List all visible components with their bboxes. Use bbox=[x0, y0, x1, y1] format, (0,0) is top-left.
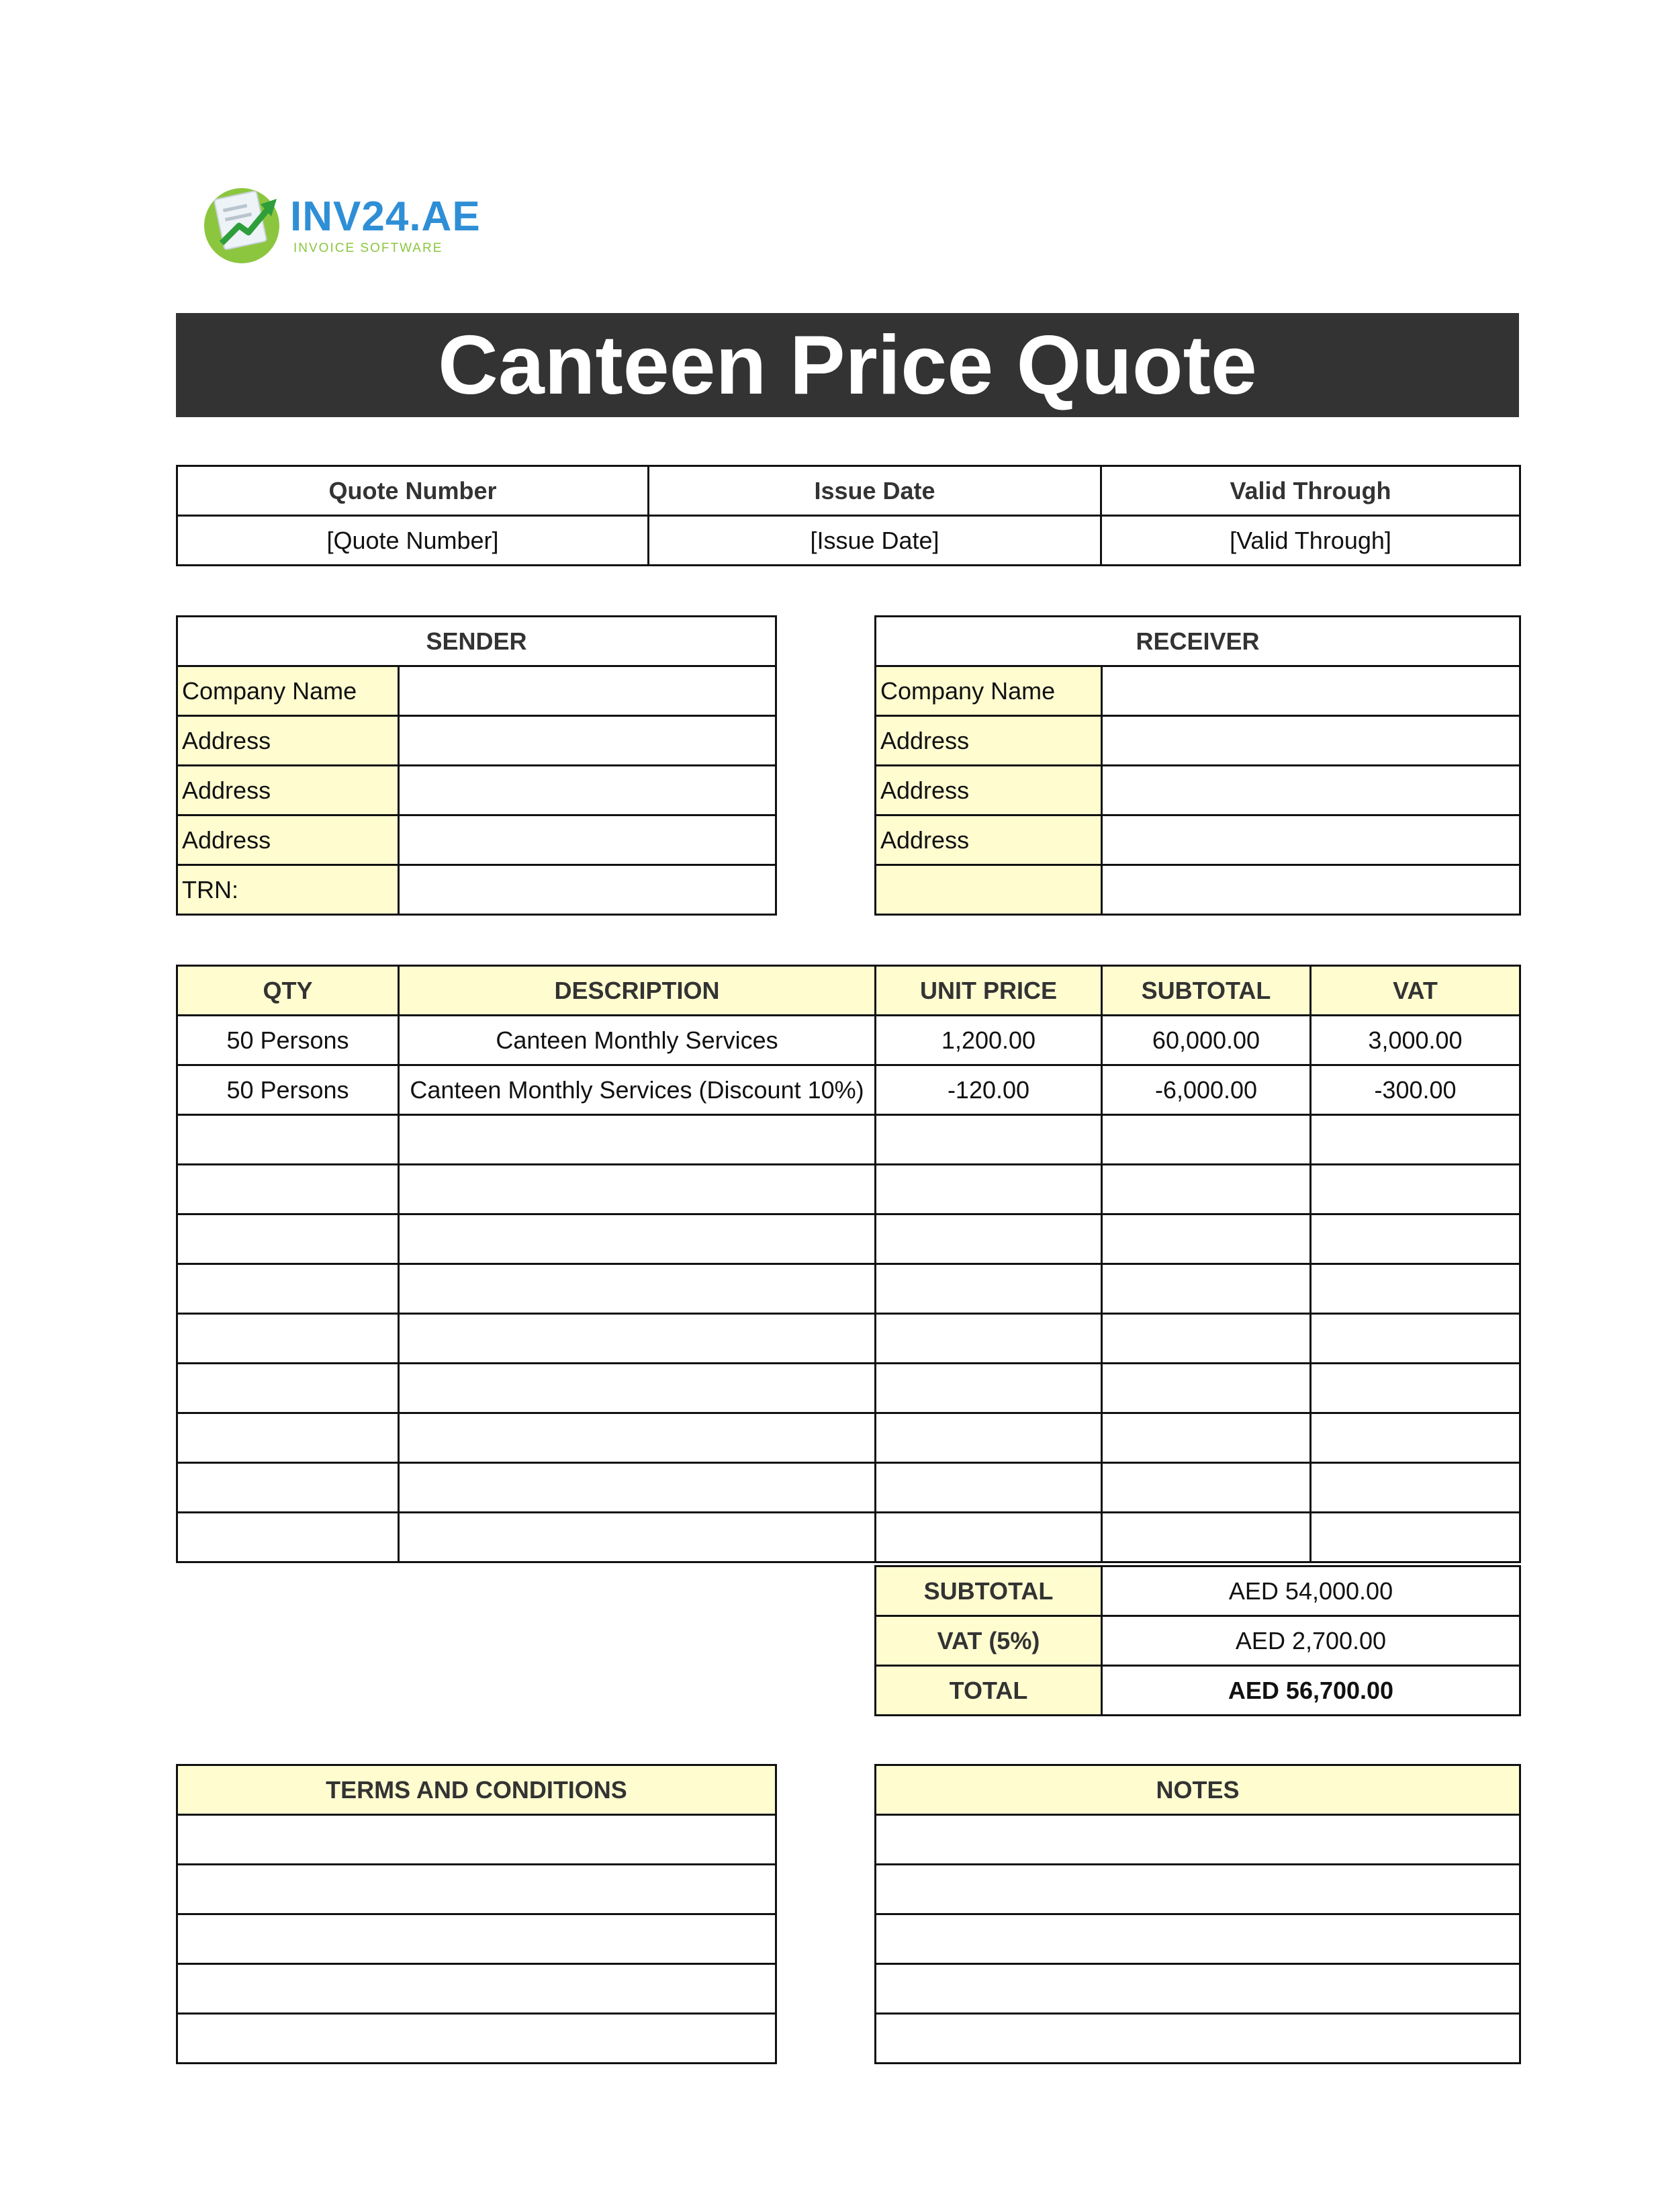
subtotal-cell[interactable]: -6,000.00 bbox=[1102, 1065, 1311, 1115]
subtotal-cell[interactable] bbox=[1102, 1115, 1311, 1165]
description-cell[interactable] bbox=[399, 1364, 876, 1413]
receiver-value[interactable] bbox=[1102, 766, 1520, 815]
sender-label: Address bbox=[177, 815, 399, 865]
receiver-value[interactable] bbox=[1102, 865, 1520, 915]
page-title: Canteen Price Quote bbox=[176, 313, 1519, 417]
vat-cell[interactable]: 3,000.00 bbox=[1311, 1016, 1520, 1065]
notes-line[interactable] bbox=[876, 1964, 1520, 2014]
vat-cell[interactable] bbox=[1311, 1463, 1520, 1513]
terms-title: TERMS AND CONDITIONS bbox=[177, 1765, 776, 1815]
terms-line[interactable] bbox=[177, 1964, 776, 2014]
receiver-label: Address bbox=[876, 815, 1102, 865]
unit-price-cell[interactable]: 1,200.00 bbox=[876, 1016, 1102, 1065]
receiver-label: Address bbox=[876, 716, 1102, 766]
table-row bbox=[177, 1264, 1520, 1314]
qty-cell[interactable] bbox=[177, 1463, 399, 1513]
sender-value[interactable] bbox=[399, 815, 776, 865]
notes-line[interactable] bbox=[876, 2014, 1520, 2064]
qty-header: QTY bbox=[177, 966, 399, 1016]
description-header: DESCRIPTION bbox=[399, 966, 876, 1016]
notes-title: NOTES bbox=[876, 1765, 1520, 1815]
table-row bbox=[177, 1314, 1520, 1364]
description-cell[interactable] bbox=[399, 1214, 876, 1264]
subtotal-cell[interactable] bbox=[1102, 1214, 1311, 1264]
subtotal-cell[interactable] bbox=[1102, 1364, 1311, 1413]
quote-info-table bbox=[176, 465, 1521, 566]
subtotal-cell[interactable]: 60,000.00 bbox=[1102, 1016, 1311, 1065]
qty-cell[interactable] bbox=[177, 1364, 399, 1413]
table-row bbox=[177, 1214, 1520, 1264]
qty-cell[interactable] bbox=[177, 1314, 399, 1364]
vat-value: AED 2,700.00 bbox=[1102, 1616, 1520, 1666]
total-label: TOTAL bbox=[876, 1666, 1102, 1716]
sender-value[interactable] bbox=[399, 716, 776, 766]
receiver-label: Company Name bbox=[876, 666, 1102, 716]
vat-cell[interactable] bbox=[1311, 1115, 1520, 1165]
items-table bbox=[176, 965, 1521, 1563]
receiver-table bbox=[874, 615, 1521, 916]
table-row bbox=[177, 1065, 1520, 1115]
sender-label: Company Name bbox=[177, 666, 399, 716]
sender-value[interactable] bbox=[399, 666, 776, 716]
qty-cell[interactable]: 50 Persons bbox=[177, 1016, 399, 1065]
qty-cell[interactable] bbox=[177, 1165, 399, 1214]
qty-cell[interactable]: 50 Persons bbox=[177, 1065, 399, 1115]
table-row bbox=[177, 1413, 1520, 1463]
subtotal-cell[interactable] bbox=[1102, 1165, 1311, 1214]
valid-through-value[interactable]: [Valid Through] bbox=[1101, 516, 1520, 566]
terms-line[interactable] bbox=[177, 1815, 776, 1865]
vat-cell[interactable] bbox=[1311, 1314, 1520, 1364]
table-row bbox=[177, 1016, 1520, 1065]
table-row bbox=[177, 1463, 1520, 1513]
quote-number-header: Quote Number bbox=[177, 466, 649, 516]
description-cell[interactable] bbox=[399, 1264, 876, 1314]
subtotal-header: SUBTOTAL bbox=[1102, 966, 1311, 1016]
subtotal-value: AED 54,000.00 bbox=[1102, 1566, 1520, 1616]
receiver-value[interactable] bbox=[1102, 815, 1520, 865]
vat-cell[interactable] bbox=[1311, 1264, 1520, 1314]
vat-label: VAT (5%) bbox=[876, 1616, 1102, 1666]
qty-cell[interactable] bbox=[177, 1214, 399, 1264]
vat-cell[interactable] bbox=[1311, 1513, 1520, 1562]
description-cell[interactable]: Canteen Monthly Services bbox=[399, 1016, 876, 1065]
issue-date-header: Issue Date bbox=[649, 466, 1101, 516]
logo-tagline: INVOICE SOFTWARE bbox=[293, 241, 443, 255]
unit-price-cell[interactable] bbox=[876, 1364, 1102, 1413]
logo-graphic-icon bbox=[201, 179, 289, 266]
vat-cell[interactable] bbox=[1311, 1165, 1520, 1214]
unit-price-cell[interactable] bbox=[876, 1314, 1102, 1364]
subtotal-cell[interactable] bbox=[1102, 1513, 1311, 1562]
receiver-value[interactable] bbox=[1102, 666, 1520, 716]
sender-value[interactable] bbox=[399, 766, 776, 815]
sender-table bbox=[176, 615, 777, 916]
vat-cell[interactable] bbox=[1311, 1364, 1520, 1413]
table-row bbox=[177, 1165, 1520, 1214]
sender-label: Address bbox=[177, 716, 399, 766]
vat-cell[interactable] bbox=[1311, 1214, 1520, 1264]
description-cell[interactable] bbox=[399, 1115, 876, 1165]
receiver-label: Address bbox=[876, 766, 1102, 815]
description-cell[interactable] bbox=[399, 1165, 876, 1214]
unit-price-cell[interactable] bbox=[876, 1513, 1102, 1562]
receiver-title: RECEIVER bbox=[876, 617, 1520, 666]
unit-price-cell[interactable] bbox=[876, 1214, 1102, 1264]
description-cell[interactable]: Canteen Monthly Services (Discount 10%) bbox=[399, 1065, 876, 1115]
subtotal-cell[interactable] bbox=[1102, 1264, 1311, 1314]
notes-line[interactable] bbox=[876, 1815, 1520, 1865]
subtotal-cell[interactable] bbox=[1102, 1463, 1311, 1513]
terms-line[interactable] bbox=[177, 1914, 776, 1964]
subtotal-cell[interactable] bbox=[1102, 1314, 1311, 1364]
description-cell[interactable] bbox=[399, 1513, 876, 1562]
notes-line[interactable] bbox=[876, 1865, 1520, 1914]
description-cell[interactable] bbox=[399, 1413, 876, 1463]
logo-name: INV24.AE bbox=[290, 193, 481, 240]
qty-cell[interactable] bbox=[177, 1264, 399, 1314]
description-cell[interactable] bbox=[399, 1463, 876, 1513]
sender-label: Address bbox=[177, 766, 399, 815]
vat-header: VAT bbox=[1311, 966, 1520, 1016]
qty-cell[interactable] bbox=[177, 1413, 399, 1463]
company-logo bbox=[201, 179, 481, 266]
vat-cell[interactable] bbox=[1311, 1413, 1520, 1463]
terms-table bbox=[176, 1764, 777, 2064]
sender-value[interactable] bbox=[399, 865, 776, 915]
receiver-value[interactable] bbox=[1102, 716, 1520, 766]
subtotal-cell[interactable] bbox=[1102, 1413, 1311, 1463]
valid-through-header: Valid Through bbox=[1101, 466, 1520, 516]
subtotal-label: SUBTOTAL bbox=[876, 1566, 1102, 1616]
unit-price-cell[interactable]: -120.00 bbox=[876, 1065, 1102, 1115]
table-row bbox=[177, 1115, 1520, 1165]
vat-cell[interactable]: -300.00 bbox=[1311, 1065, 1520, 1115]
quote-number-value[interactable]: [Quote Number] bbox=[177, 516, 649, 566]
notes-line[interactable] bbox=[876, 1914, 1520, 1964]
unit-price-cell[interactable] bbox=[876, 1463, 1102, 1513]
receiver-label bbox=[876, 865, 1102, 915]
qty-cell[interactable] bbox=[177, 1115, 399, 1165]
total-value: AED 56,700.00 bbox=[1102, 1666, 1520, 1716]
totals-table bbox=[874, 1565, 1521, 1716]
unit-price-cell[interactable] bbox=[876, 1264, 1102, 1314]
notes-table bbox=[874, 1764, 1521, 2064]
qty-cell[interactable] bbox=[177, 1513, 399, 1562]
table-row bbox=[177, 1364, 1520, 1413]
unit-price-cell[interactable] bbox=[876, 1115, 1102, 1165]
sender-label: TRN: bbox=[177, 865, 399, 915]
description-cell[interactable] bbox=[399, 1314, 876, 1364]
terms-line[interactable] bbox=[177, 1865, 776, 1914]
sender-title: SENDER bbox=[177, 617, 776, 666]
terms-line[interactable] bbox=[177, 2014, 776, 2064]
unit-price-cell[interactable] bbox=[876, 1165, 1102, 1214]
unit-price-header: UNIT PRICE bbox=[876, 966, 1102, 1016]
table-row bbox=[177, 1513, 1520, 1562]
issue-date-value[interactable]: [Issue Date] bbox=[649, 516, 1101, 566]
unit-price-cell[interactable] bbox=[876, 1413, 1102, 1463]
